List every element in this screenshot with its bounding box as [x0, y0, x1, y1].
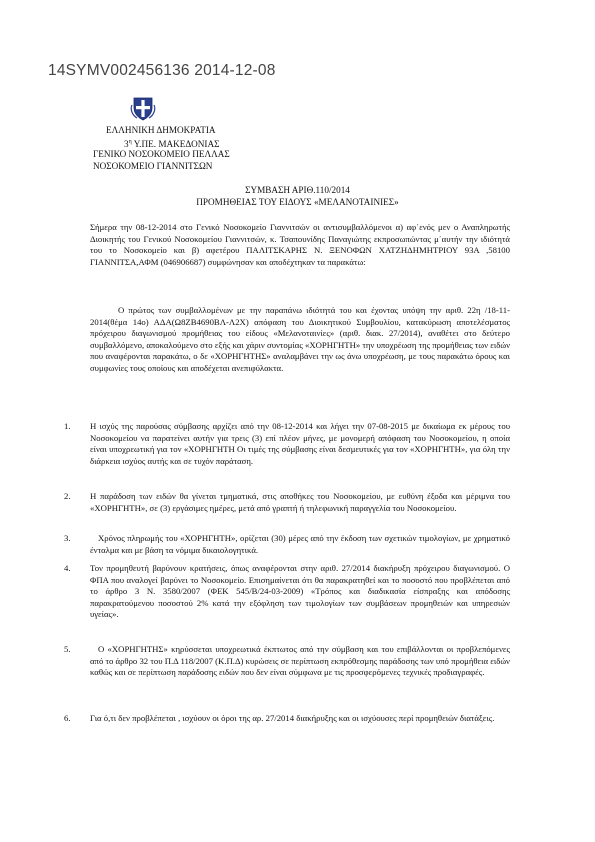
clause-number: 3.: [64, 533, 71, 543]
clause-number: 4.: [64, 563, 71, 573]
header-hospital-unit: ΝΟΣΟΚΟΜΕΙΟ ΓΙΑΝΝΙΤΣΩΝ: [93, 161, 213, 171]
intro-paragraph: [90, 222, 510, 268]
clause-text: Η παράδοση των ειδών θα γίνεται τμηματικά, στις αποθήκες του Νοσοκομείου, με ευθύνη έξοδα και μέριμνα του «ΧΟΡΗΓΗΤΗ», σε (3) εργάσιμες ημέρες, μετά από γραπτή ή τηλεφωνική παραγγελία του Νοσοκομείου.: [90, 491, 510, 513]
contract-title: ΣΥΜΒΑΣΗ ΑΡΙΘ.110/2014: [245, 185, 350, 195]
header-health-region: $3^\eta$ Υ.ΠΕ. ΜΑΚΕΔΟΝΙΑΣ: [124, 139, 220, 150]
clause-4: [90, 563, 510, 621]
header-country: ΕΛΛΗΝΙΚΗ ΔΗΜΟΚΡΑΤΙΑ: [106, 125, 216, 135]
greek-coat-of-arms-icon: [130, 95, 156, 121]
clause-text: Τον προμηθευτή βαρύνουν κρατήσεις, όπως αναφέρονται στην αριθ. 27/2014 διακήρυξη πρόχειρου διαγωνισμού. Ο ΦΠΑ που αναλογεί βαρύνει το Νοσοκομείο. Επισημαίνεται ότι θα παρακρατηθεί και το ποσοστό που προβλέπεται από το άρθρο 3 Ν. 3580/2007 (ΦΕΚ 545/Β/24-03-2009) «Τρόπος και διαδικασία είσπραξης και απόδοσης παρακρατούμενου ποσοστού 2% κατά την εξόφληση των τιμολογίων των συμβάσεων προμηθειών και υπηρεσιών υγείας».: [90, 563, 510, 620]
clause-text: Για ό,τι δεν προβλέπεται , ισχύουν οι όροι της αρ. 27/2014 διακήρυξης και οι ισχύουσες περί προμηθειών διατάξεις.: [90, 713, 495, 723]
clause-number: 1.: [64, 421, 71, 431]
clause-2: [90, 491, 510, 514]
contract-subject: ΠΡΟΜΗΘΕΙΑΣ ΤΟΥ ΕΙΔΟΥΣ «ΜΕΛΑΝΟΤΑΙΝΙΕΣ»: [196, 197, 399, 207]
document-id-stamp: 14SYMV002456136 2014-12-08: [48, 62, 276, 79]
clause-text: Χρόνος πληρωμής του «ΧΟΡΗΓΗΤΗ», ορίζεται (30) μέρες από την έκδοση των σχετικών τιμολογίων, με χρηματικό ένταλμα και με βάση τα νόμιμα δικαιολογητικά.: [90, 533, 510, 555]
clause-number: 6.: [64, 713, 71, 723]
clause-number: 5.: [64, 644, 71, 654]
clause-5: [90, 644, 510, 679]
clause-3: [90, 533, 510, 556]
intro-text: Σήμερα την 08-12-2014 στο Γενικό Νοσοκομείο Γιαννιτσών οι αντισυμβαλλόμενοι α) αφ΄ενός μεν ο Αναπληρωτής Διοικητής του Γενικού Νοσοκομείου Γιαννιτσών, κ. Τσαπουνίδης Παναγιώτης εκπροσωπώντας μ΄αυτήν την ιδιότητά του το Νοσοκομείο και β) αφετέρου ΠΑΛΙΤΣΚΑΡΗΣ Ν. ΞΕΝΟΦΩΝ ΧΑΤΖΗΔΗΜΗΤΡΙΟΥ 93Α ,58100 ΓΙΑΝΝΙΤΣΑ,ΑΦΜ (046906687) συμφώνησαν και αποδέχτηκαν τα παρακάτω:: [90, 222, 510, 267]
clause-1: [90, 421, 510, 467]
header-hospital: ΓΕΝΙΚΟ ΝΟΣΟΚΟΜΕΙΟ ΠΕΛΛΑΣ: [93, 149, 230, 159]
clause-number: 2.: [64, 491, 71, 501]
clause-6: [90, 713, 510, 725]
clause-text: Ο «ΧΟΡΗΓΗΤΗΣ» κηρύσσεται υποχρεωτικά έκπτωτος από την σύμβαση και του επιβάλλονται οι προβλεπόμενες από το άρθρο 32 του Π.Δ 118/2007 (Κ.Π.Δ) κυρώσεις σε περίπτωση εκπρόθεσμης παράδοσης των υπό προμήθεια ειδών καθώς και σε περίπτωση παράδοσης ειδών που δεν είναι σύμφωνα με τις προσφερόμενες τεχνικές προδιαγραφές.: [90, 644, 510, 678]
preamble-text: Ο πρώτος των συμβαλλομένων με την παραπάνω ιδιότητά του και έχοντας υπόψη την αριθ. 22η /18-11-2014(θέμα 14ο) ΑΔΑ(Ω8ΖΒ4690ΒΛ-Λ2Χ) απόφαση του Διοικητικού Συμβουλίου, κατακύρωση αποτελέσματος πρόχειρου διαγωνισμού προμήθειας του είδους «Μελανοταινίες» (αριθ. διακ. 27/2014), αναθέτει στο δεύτερο συμβαλλόμενο, αποκαλούμενο στο εξής και χάριν συντομίας «ΧΟΡΗΓΗΤΗ» την υποχρέωση της προμήθειας των ειδών που αναφέρονται παρακάτω, ο δε «ΧΟΡΗΓΗΤΗΣ» αναλαμβάνει την ως άνω υποχρέωση, με τους παρακάτω όρους και συμφωνίες τους οποίους και αποδέχεται ανεπιφύλακτα.: [90, 305, 510, 373]
preamble-paragraph: [90, 305, 510, 375]
clause-text: Η ισχύς της παρούσας σύμβασης αρχίζει από την 08-12-2014 και λήγει την 07-08-2015 με δικαίωμα εκ μέρους του Νοσοκομείου να παρατείνει αυτήν για τρεις (3) επί πλέον μήνες, με μονομερή απόφαση του Νοσοκομείου, η οποία είναι υποχρεωτική για τον «ΧΟΡΗΓΗΤΗ Οι τιμές της σύμβασης είναι δεσμευτικές για τον «ΧΟΡΗΓΗΤΗ», για όλη την διάρκεια ισχύος αυτής και σε τυχόν παράταση.: [90, 421, 510, 466]
